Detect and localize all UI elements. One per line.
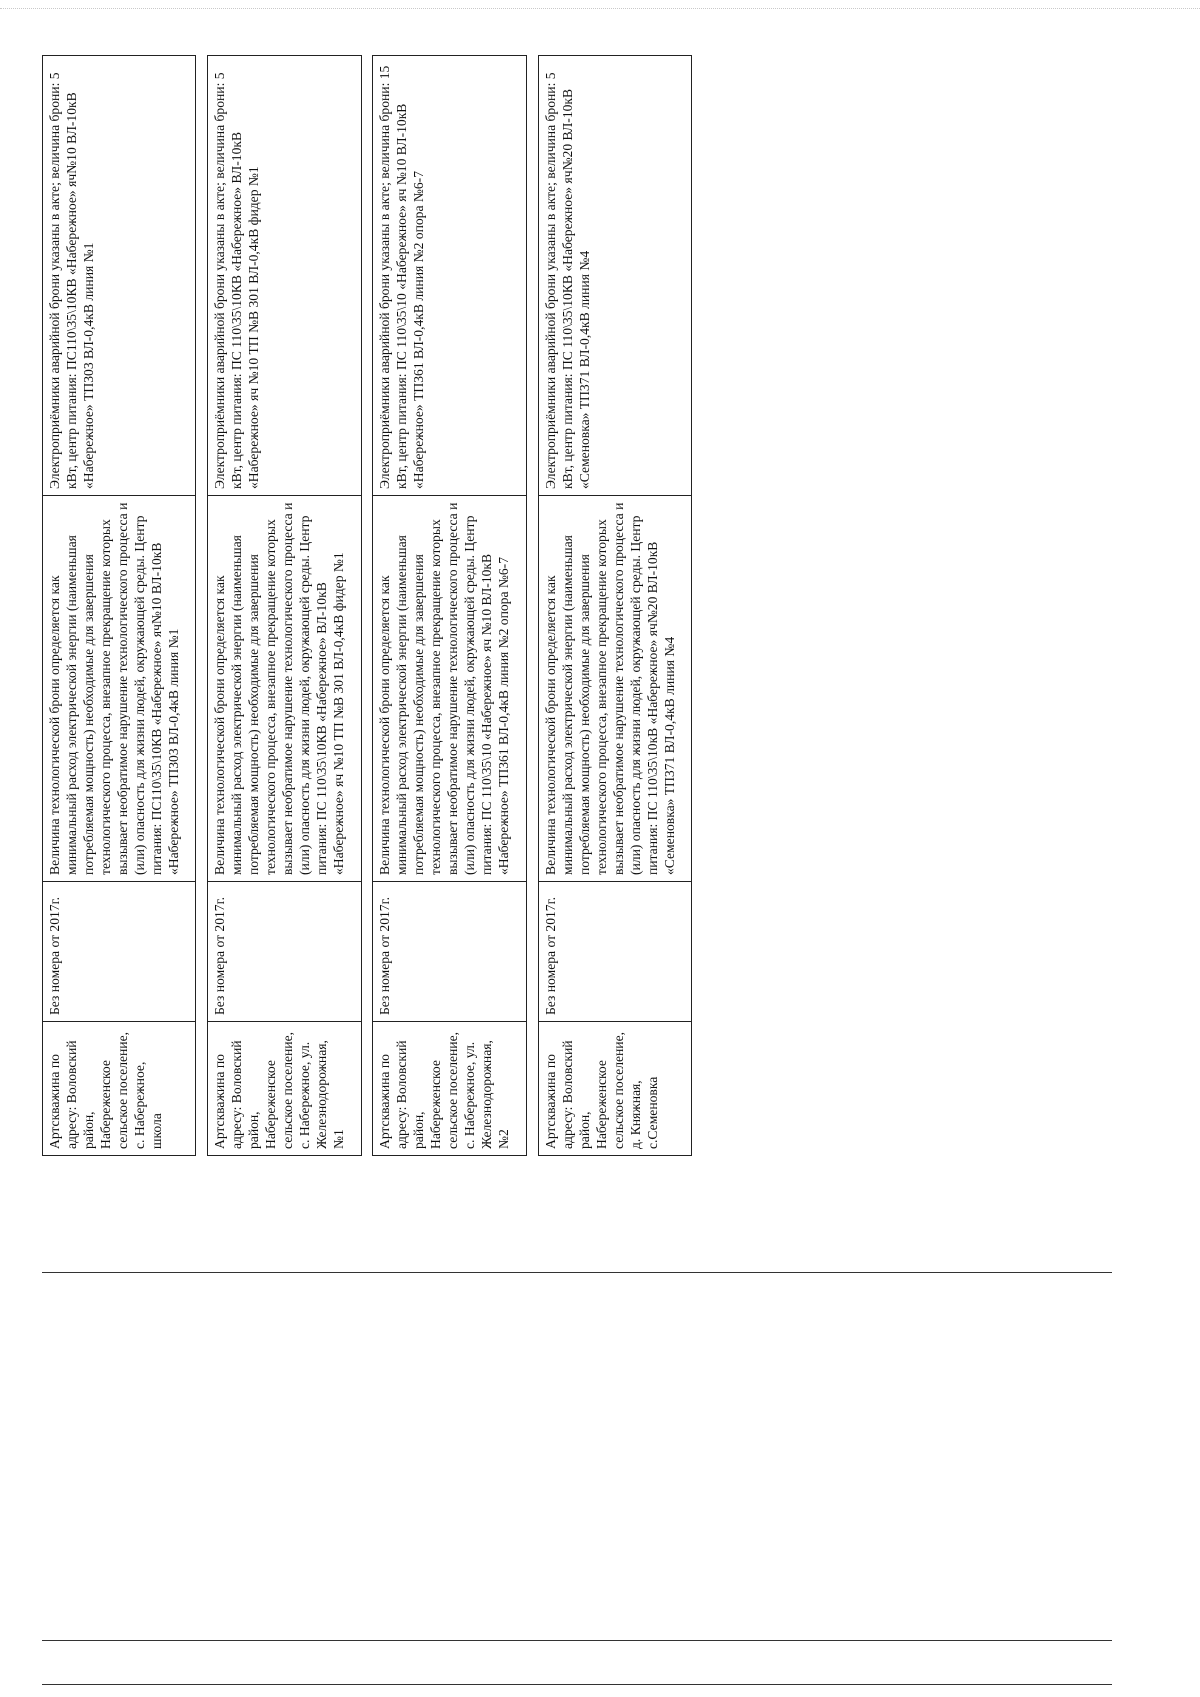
row-gap	[361, 56, 373, 1156]
object-cell: Артскважина по адресу: Воловский район, Набереженское сельское поселение, с. Набережное, ул. Железнодорожная, №2	[373, 1022, 526, 1156]
table-row	[538, 56, 691, 1156]
emergency-reserve-cell: Электроприёмники аварийной брони указаны в акте; величина брони: 15 кВт, центр питания: ПС 110\35\10 «Набережное» яч №10 ВЛ-10кВ «Набережное» ТП361 ВЛ-0,4кВ линия №2 опора №6-7	[373, 56, 526, 496]
row-gap	[526, 56, 538, 1156]
document-cell: Без номера от 2017г.	[538, 882, 691, 1022]
row-separator	[196, 56, 208, 1156]
document-cell: Без номера от 2017г.	[373, 882, 526, 1022]
document-cell: Без номера от 2017г.	[208, 882, 361, 1022]
emergency-reserve-cell: Электроприёмники аварийной брони указаны в акте; величина брони: 5 кВт, центр питания: ПС 110\35\10КВ «Набережное» ВЛ-10кВ «Набережное» яч №10 ТП №В 301 ВЛ-0,4кВ фидер №1	[208, 56, 361, 496]
technological-reserve-cell: Величина технологической брони определяется как минимальный расход электрической энергии (наименьшая потребляемая мощность) необходимые для завершения технологического процесса, внезапное прекращение которых вызывает необратимое нарушение технологического процесса и (или) опасность для жизни людей, окружающей среды. Центр питания: ПС 110\35\10кВ «Набережное» яч№20 ВЛ-10кВ «Семеновка» ТП371 ВЛ-0,4кВ линия №4	[538, 496, 691, 882]
object-cell: Артскважина по адресу: Воловский район, Набереженское сельское поселение, с. Набережное, ул. Железнодорожная, №1	[208, 1022, 361, 1156]
table-row	[208, 56, 361, 1156]
technological-reserve-cell: Величина технологической брони определяется как минимальный расход электрической энергии (наименьшая потребляемая мощность) необходимые для завершения технологического процесса, внезапное прекращение которых вызывает необратимое нарушение технологического процесса и (или) опасность для жизни людей, окружающей среды. Центр питания: ПС110\35\10КВ «Набережное» яч№10 ВЛ-10кВ «Набережное» ТП303 ВЛ-0,4кВ линия №1	[43, 496, 196, 882]
form-line-1	[42, 1272, 1112, 1273]
row-separator	[361, 56, 373, 1156]
object-cell: Артскважина по адресу: Воловский район, Набереженское сельское поселение, д. Княжная, с.Семеновка	[538, 1022, 691, 1156]
table-row	[43, 56, 196, 1156]
object-cell: Артскважина по адресу: Воловский район, Набереженское сельское поселение, с. Набережное, школа	[43, 1022, 196, 1156]
document-cell: Без номера от 2017г.	[43, 882, 196, 1022]
table-row	[373, 56, 526, 1156]
emergency-reserve-cell: Электроприёмники аварийной брони указаны в акте; величина брони: 5 кВт, центр питания: ПС 110\35\10КВ «Набережное» яч№20 ВЛ-10кВ «Семеновка» ТП371 ВЛ-0,4кВ линия №4	[538, 56, 691, 496]
emergency-reserve-cell: Электроприёмники аварийной брони указаны в акте; величина брони: 5 кВт, центр питания: ПС110\35\10КВ «Набережное» яч№10 ВЛ-10кВ «Набережное» ТП303 ВЛ-0,4кВ линия №1	[43, 56, 196, 496]
row-separator	[526, 56, 538, 1156]
technological-reserve-cell: Величина технологической брони определяется как минимальный расход электрической энергии (наименьшая потребляемая мощность) необходимые для завершения технологического процесса, внезапное прекращение которых вызывает необратимое нарушение технологического процесса и (или) опасность для жизни людей, окружающей среды. Центр питания: ПС 110\35\10 «Набережное» яч №10 ВЛ-10кВ «Набережное» ТП361 ВЛ-0,4кВ линия №2 опора №6-7	[373, 496, 526, 882]
reservation-table	[42, 55, 692, 1156]
form-line-3	[42, 1684, 1112, 1685]
form-line-2	[42, 1640, 1112, 1641]
row-gap	[196, 56, 208, 1156]
technological-reserve-cell: Величина технологической брони определяется как минимальный расход электрической энергии (наименьшая потребляемая мощность) необходимые для завершения технологического процесса, внезапное прекращение которых вызывает необратимое нарушение технологического процесса и (или) опасность для жизни людей, окружающей среды. Центр питания: ПС 110\35\10КВ «Набережное» ВЛ-10кВ «Набережное» яч №10 ТП №В 301 ВЛ-0,4кВ фидер №1	[208, 496, 361, 882]
